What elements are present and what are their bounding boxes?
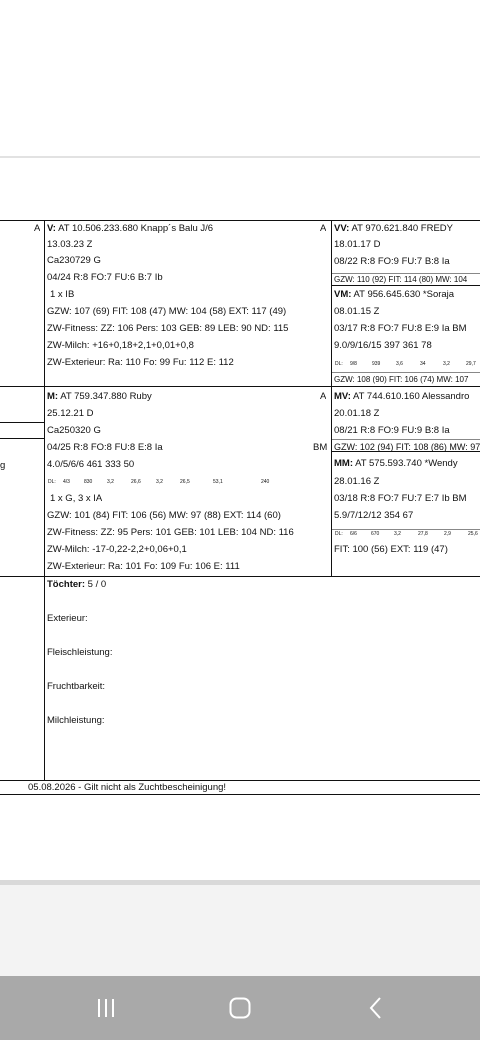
vm-scores: 03/17 R:8 FO:7 FU:8 E:9 Ia BM [334,323,467,334]
dam-dl-3: 3,2 [107,479,114,485]
dam-dl-2: 830 [84,479,93,485]
mm-dl-4: 27,8 [418,531,428,537]
dam-lactation: 4.0/5/6/6 461 333 50 [47,459,135,470]
mm-dl-1: 6/6 [350,531,357,537]
top-background [0,0,480,158]
sire-header: V: AT 10.506.233.680 Knapp´s Balu J/6 [47,223,214,234]
dam-milk: ZW-Milch: -17-0,22-2,2+0,06+0,1 [47,544,187,555]
recent-apps-button[interactable] [76,990,136,1026]
recent-apps-icon [95,997,117,1019]
table-top-border [0,220,480,221]
dam-dl-7: 53,1 [213,479,223,485]
mm-date: 28.01.16 Z [334,476,380,487]
vm-gzw-divider [331,372,480,373]
daughters-exterior: Exterieur: [47,613,88,624]
mm-dl-2: 670 [371,531,380,537]
row-divider-dam-daughters [0,576,480,577]
mv-scores: 08/21 R:8 FO:9 FU:9 B:8 Ia [334,425,450,436]
footer-bottom-border [0,794,480,795]
mm-header: MM: AT 575.593.740 *Wendy [334,458,458,469]
vm-gzw: GZW: 108 (90) FIT: 106 (74) MW: 107 [334,375,469,384]
dam-exterior: ZW-Exterieur: Ra: 101 Fo: 109 Fu: 106 E: 111 [47,561,240,572]
back-button[interactable] [346,990,406,1026]
mm-dl-6: 25,6 [468,531,478,537]
daughters-fertility: Fruchtbarkeit: [47,681,106,692]
grandparents-column-border [331,220,332,576]
vm-header: VM: AT 956.645.630 *Soraja [334,289,455,300]
dam-marker-bm: BM [313,442,328,453]
vm-dl-6: 29,7 [466,361,476,367]
sire-milk: ZW-Milch: +16+0,18+2,1+0,01+0,8 [47,340,194,351]
mm-fit: FIT: 100 (56) EXT: 119 (47) [334,544,448,555]
mm-dl-5: 2,9 [444,531,451,537]
vv-scores: 08/22 R:8 FO:9 FU:7 B:8 Ia [334,256,450,267]
dam-dl-5: 3,2 [156,479,163,485]
daughters-meat: Fleischleistung: [47,647,113,658]
mm-dl-0: DL: [335,531,343,537]
vm-date: 08.01.15 Z [334,306,380,317]
back-icon [366,996,386,1020]
dam-marker-a: A [320,391,327,402]
navigation-bar [0,976,480,1040]
home-icon [228,996,252,1020]
dam-dl-1: 4/3 [63,479,70,485]
dam-gzw: GZW: 101 (84) FIT: 106 (56) MW: 97 (88) EXT: 114 (60) [47,510,281,521]
dam-dl-4: 26,6 [131,479,141,485]
vm-dl-1: 9/8 [350,361,357,367]
dam-fitness: ZW-Fitness: ZZ: 95 Pers: 101 GEB: 101 LEB: 104 ND: 116 [47,527,294,538]
sire-gzw: GZW: 107 (69) FIT: 108 (47) MW: 104 (58) EXT: 117 (49) [47,306,287,317]
daughters-milk: Milchleistung: [47,715,105,726]
mm-scores: 03/18 R:8 FO:7 FU:7 E:7 Ib BM [334,493,467,504]
mv-gzw-divider [331,439,480,440]
dam-date: 25.12.21 D [47,408,94,419]
mv-date: 20.01.18 Z [334,408,380,419]
dam-dl-6: 26,5 [180,479,190,485]
daughters-header: Töchter: 5 / 0 [47,579,107,590]
left-row-divider-2 [0,438,44,439]
left-marker-g: g [0,460,6,471]
sire-exterior: ZW-Exterieur: Ra: 110 Fo: 99 Fu: 112 E: 112 [47,357,234,368]
vm-dl-4: 34 [420,361,426,367]
mv-gzw: GZW: 102 (94) FIT: 108 (86) MW: 97 [334,442,480,452]
vm-dl-5: 3,2 [443,361,450,367]
home-button[interactable] [210,990,270,1026]
mm-dl-3: 3,2 [394,531,401,537]
bottom-background [0,880,480,981]
vm-dl-3: 3,6 [396,361,403,367]
vv-gzw: GZW: 110 (92) FIT: 114 (80) MW: 104 [334,275,468,284]
sire-fitness: ZW-Fitness: ZZ: 106 Pers: 103 GEB: 89 LEB: 90 ND: 115 [47,323,289,334]
vv-header: VV: AT 970.621.840 FREDY [334,223,454,234]
left-marker-a: A [34,223,41,234]
dam-header: M: AT 759.347.880 Ruby [47,391,152,402]
vv-date: 18.01.17 D [334,239,381,250]
dam-dl-8: 240 [261,479,270,485]
sire-date: 13.03.23 Z [47,239,93,250]
left-row-divider-1 [0,422,44,423]
sire-code: Ca230729 G [47,255,101,266]
sire-scores: 04/24 R:8 FO:7 FU:6 B:7 Ib [47,272,163,283]
dam-code: Ca250320 G [47,425,101,436]
dam-scores: 04/25 R:8 FO:8 FU:8 E:8 Ia [47,442,163,453]
dam-classification: 1 x G, 3 x IA [50,493,103,504]
mm-lactation: 5.9/7/12/12 354 67 [334,510,414,521]
vm-dl-2: 939 [372,361,381,367]
left-column-border [44,220,45,780]
sire-marker: A [320,223,327,234]
footer-note: 05.08.2026 - Gilt nicht als Zuchtbescheinigung! [28,782,227,793]
mm-fit-divider [331,529,480,530]
vm-lactation: 9.0/9/16/15 397 361 78 [334,340,432,351]
dam-dl-0: DL: [48,479,56,485]
mv-header: MV: AT 744.610.160 Alessandro [334,391,470,402]
row-divider-sire-dam [0,386,480,387]
sire-classification: 1 x IB [50,289,75,300]
daughters-bottom-border [0,780,480,781]
pedigree-document[interactable] [0,158,480,880]
vm-dl-0: DL: [335,361,343,367]
